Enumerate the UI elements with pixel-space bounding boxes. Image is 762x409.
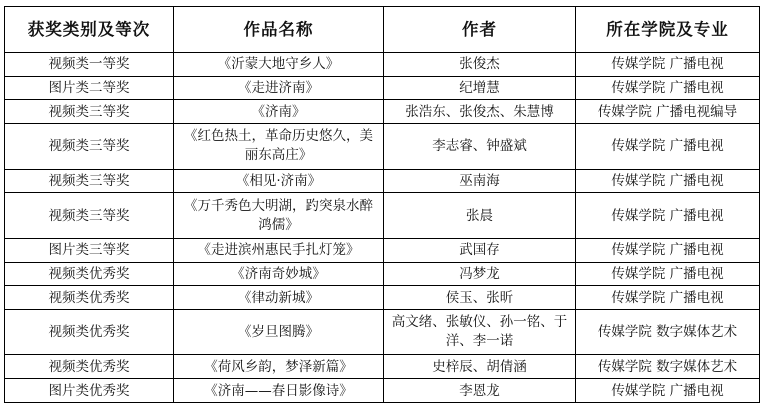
header-college-major: 所在学院及专业 (576, 7, 760, 53)
author-cell: 李恩龙 (384, 379, 576, 403)
author-cell: 纪增慧 (384, 76, 576, 100)
college-cell: 传媒学院 广播电视 (576, 238, 760, 262)
award-cell: 图片类三等奖 (5, 238, 174, 262)
table-row (5, 124, 760, 169)
college-cell: 传媒学院 广播电视 (576, 262, 760, 286)
title-cell: 《红色热土，革命历史悠久，美丽东高庄》 (174, 124, 384, 169)
title-cell: 《万千秀色大明湖，趵突泉水醉鸿儒》 (174, 193, 384, 238)
college-cell: 传媒学院 广播电视 (576, 286, 760, 310)
title-cell: 《走进济南》 (174, 76, 384, 100)
award-cell: 图片类二等奖 (5, 76, 174, 100)
author-cell: 冯梦龙 (384, 262, 576, 286)
college-cell: 传媒学院 广播电视 (576, 53, 760, 77)
title-cell: 《岁旦图腾》 (174, 309, 384, 354)
college-cell: 传媒学院 广播电视编导 (576, 100, 760, 124)
table-row (5, 76, 760, 100)
award-cell: 视频类优秀奖 (5, 355, 174, 379)
award-cell: 视频类一等奖 (5, 53, 174, 77)
award-cell: 视频类三等奖 (5, 193, 174, 238)
header-work-title: 作品名称 (174, 7, 384, 53)
award-cell: 视频类优秀奖 (5, 309, 174, 354)
title-cell: 《律动新城》 (174, 286, 384, 310)
header-author: 作者 (384, 7, 576, 53)
table-row (5, 238, 760, 262)
header-row (5, 7, 760, 53)
award-cell: 视频类三等奖 (5, 100, 174, 124)
award-cell: 图片类优秀奖 (5, 379, 174, 403)
title-cell: 《济南》 (174, 100, 384, 124)
college-cell: 传媒学院 广播电视 (576, 193, 760, 238)
awards-table (4, 6, 760, 403)
table-row (5, 379, 760, 403)
title-cell: 《济南奇妙城》 (174, 262, 384, 286)
college-cell: 传媒学院 广播电视 (576, 76, 760, 100)
table-row (5, 262, 760, 286)
author-cell: 李志睿、钟盛斌 (384, 124, 576, 169)
table-row (5, 169, 760, 193)
college-cell: 传媒学院 数字媒体艺术 (576, 355, 760, 379)
author-cell: 张晨 (384, 193, 576, 238)
header-award-category: 获奖类别及等次 (5, 7, 174, 53)
author-cell: 侯玉、张昕 (384, 286, 576, 310)
award-cell: 视频类优秀奖 (5, 262, 174, 286)
title-cell: 《相见·济南》 (174, 169, 384, 193)
author-cell: 史梓辰、胡倩涵 (384, 355, 576, 379)
table-row (5, 53, 760, 77)
award-cell: 视频类三等奖 (5, 169, 174, 193)
author-cell: 武国存 (384, 238, 576, 262)
author-cell: 高文绪、张敏仪、孙一铭、于洋、李一诺 (384, 309, 576, 354)
college-cell: 传媒学院 广播电视 (576, 124, 760, 169)
title-cell: 《沂蒙大地守乡人》 (174, 53, 384, 77)
table-row (5, 355, 760, 379)
title-cell: 《济南——春日影像诗》 (174, 379, 384, 403)
table-row (5, 193, 760, 238)
award-cell: 视频类优秀奖 (5, 286, 174, 310)
title-cell: 《走进滨州惠民手扎灯笼》 (174, 238, 384, 262)
table-row (5, 286, 760, 310)
award-cell: 视频类三等奖 (5, 124, 174, 169)
author-cell: 巫南海 (384, 169, 576, 193)
author-cell: 张浩东、张俊杰、朱慧博 (384, 100, 576, 124)
table-row (5, 309, 760, 354)
title-cell: 《荷风乡韵，梦泽新篇》 (174, 355, 384, 379)
college-cell: 传媒学院 广播电视 (576, 169, 760, 193)
college-cell: 传媒学院 广播电视 (576, 379, 760, 403)
table-row (5, 100, 760, 124)
author-cell: 张俊杰 (384, 53, 576, 77)
college-cell: 传媒学院 数字媒体艺术 (576, 309, 760, 354)
